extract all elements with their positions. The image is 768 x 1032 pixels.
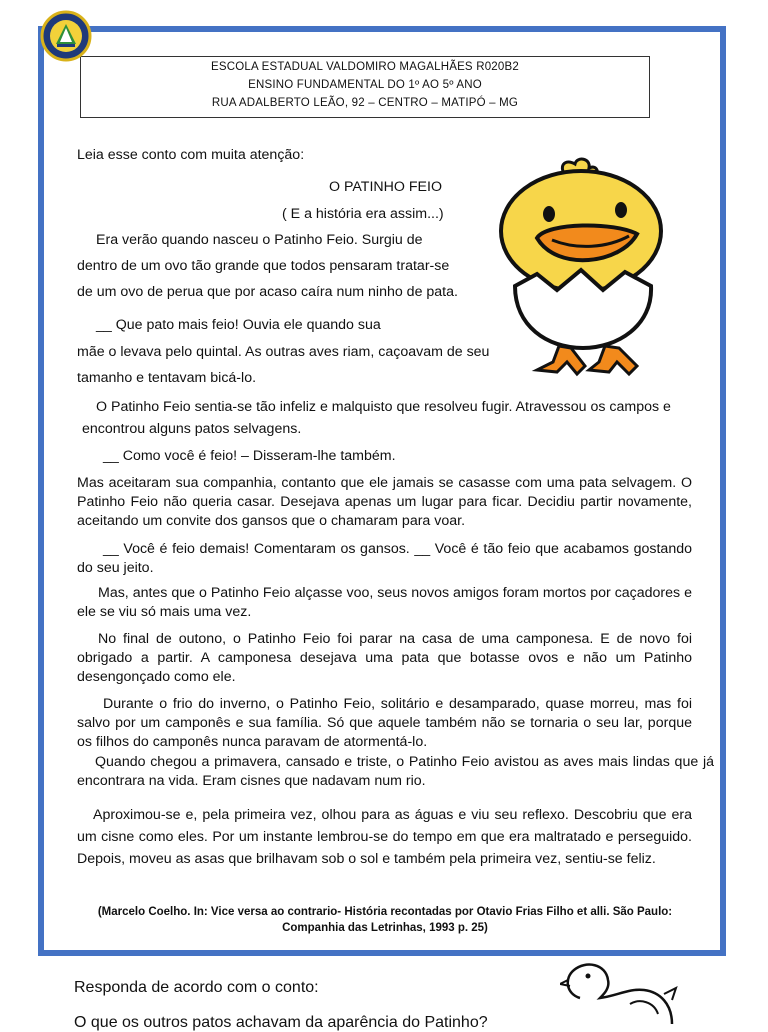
school-level: ENSINO FUNDAMENTAL DO 1º AO 5º ANO [248,79,482,91]
p10-text: Quando chegou a primavera, cansado e triste, o Patinho Feio avistou as aves mais lindas que já encontrara na vida. Eram cisnes que nadavam num rio. [77,754,714,789]
school-logo-icon [40,10,92,62]
p11-text: Aproximou-se e, pela primeira vez, olhou para as águas e viu seu reflexo. Descobriu que era um cisne como eles. Por um instante lembrou-se do tempo em que era maltratado e perseguido. Depois, moveu as asas que brilhavam sob o sol e também pela primeira vez, sentiu-se feliz. [77,807,692,867]
school-address: RUA ADALBERTO LEÃO, 92 – CENTRO – MATIPÓ – MG [211,97,519,109]
story-subtitle: ( E a história era assim...) [282,206,444,222]
p9-text: Durante o frio do inverno, o Patinho Feio, solitário e desamparado, quase morreu, mas foi salvo por um camponês e sua família. Só que aquele também não se tornaria o seu lar, porque os filhos do camponês nunca paravam de atormentá-lo. [77,696,692,750]
p6-text: __ Você é feio demais! Comentaram os gansos. __ Você é tão feio que acabamos gostando do seu jeito. [77,541,692,576]
question-1: O que os outros patos achavam da aparência do Patinho? [74,1014,488,1031]
p1-line1: Era verão quando nasceu o Patinho Feio. Surgiu de [96,232,423,248]
p1-line2: dentro de um ovo tão grande que todos pensaram tratar-se [77,258,450,274]
p2-line3: tamanho e tentavam bicá-lo. [77,370,257,386]
duckling-hatching-icon [497,156,669,381]
p1-line3: de um ovo de perua que por acaso caíra num ninho de pata. [77,284,458,300]
story-title: O PATINHO FEIO [329,179,442,195]
duck-outline-icon [560,958,690,1024]
reference-line2: Companhia das Letrinhas, 1993 p. 25) [282,922,488,934]
p7-text: Mas, antes que o Patinho Feio alçasse voo, seus novos amigos foram mortos por caçadores e ele se viu só mais uma vez. [77,585,692,620]
p5-text: Mas aceitaram sua companhia, contanto que ele jamais se casasse com uma pata selvagem. O Patinho Feio não queria casar. Desejava apenas um lugar para ficar. Decidiu partir novamente, aceitando um convite dos gansos que o chamaram para voar. [77,475,692,529]
reference-line1: (Marcelo Coelho. In: Vice versa ao contrario- História recontadas por Otavio Frias Filho et alli. São Paulo: [97,906,673,918]
p2-line2: mãe o levava pelo quintal. As outras aves riam, caçoavam de seu [77,344,490,360]
intro-text: Leia esse conto com muita atenção: [77,147,305,163]
school-name: ESCOLA ESTADUAL VALDOMIRO MAGALHÃES R020B2 [211,61,519,73]
p3-line2: encontrou alguns patos selvagens. [82,421,302,437]
question-intro: Responda de acordo com o conto: [74,979,319,996]
p2-line1: __ Que pato mais feio! Ouvia ele quando sua [96,317,381,333]
p3-line1: O Patinho Feio sentia-se tão infeliz e malquisto que resolveu fugir. Atravessou os campos e [96,399,671,415]
p4-text: __ Como você é feio! – Disseram-lhe também. [103,448,396,464]
school-header [80,56,650,118]
p8-text: No final de outono, o Patinho Feio foi parar na casa de uma camponesa. E de novo foi obrigado a partir. A camponesa desejava uma pata que botasse ovos e não um Patinho desengonçado como ele. [77,631,692,685]
